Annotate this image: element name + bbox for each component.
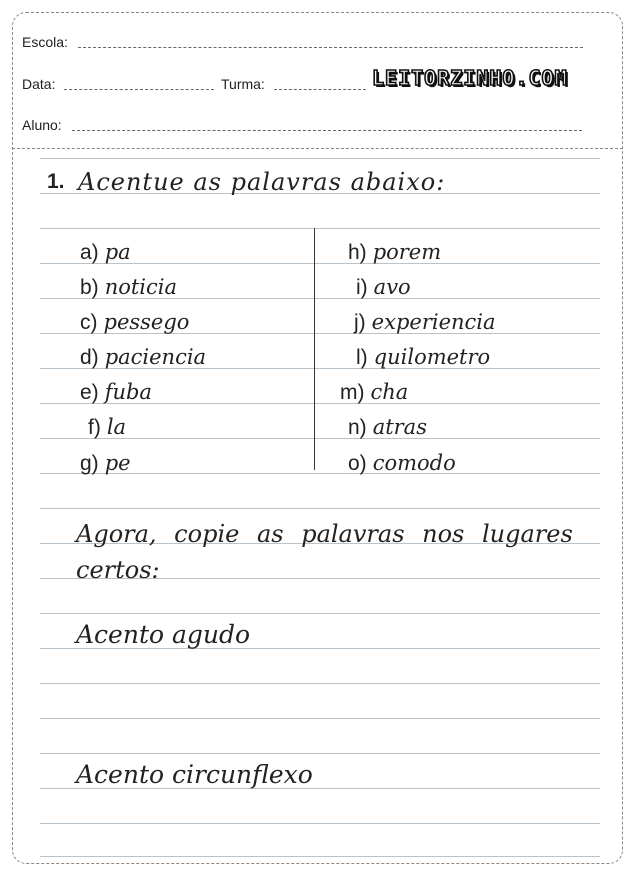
turma-label: Turma:	[221, 76, 265, 92]
heading-acento-circunflexo: Acento circunflexo	[76, 760, 313, 789]
exercise-prompt: Acentue as palavras abaixo:	[78, 168, 446, 196]
list-item: n) atras	[348, 415, 427, 439]
list-item: f) la	[88, 415, 127, 439]
data-field	[64, 89, 214, 90]
list-item: i) avo	[356, 275, 411, 299]
escola-field	[78, 47, 583, 48]
heading-acento-agudo: Acento agudo	[76, 620, 251, 649]
list-item: j) experiencia	[354, 310, 496, 334]
list-item: m) cha	[340, 380, 409, 404]
list-item: c) pessego	[80, 310, 190, 334]
site-logo: LEITORZINHO.COM	[372, 66, 568, 90]
column-divider	[314, 228, 315, 470]
list-item: l) quilometro	[356, 345, 491, 369]
list-item: o) comodo	[348, 451, 456, 475]
list-item: b) noticia	[80, 275, 178, 299]
instruction-text: Agora, copie as palavras nos lugares certos:	[76, 520, 573, 584]
header-separator	[12, 148, 623, 149]
aluno-label: Aluno:	[22, 117, 62, 133]
list-item: h) porem	[348, 240, 442, 264]
turma-field	[274, 89, 366, 90]
escola-label: Escola:	[22, 34, 68, 50]
list-item: d) paciencia	[80, 345, 207, 369]
list-item: e) fuba	[80, 380, 152, 404]
list-item: a) pa	[80, 240, 131, 264]
aluno-field	[72, 130, 582, 131]
list-item: g) pe	[80, 451, 131, 475]
exercise-number: 1.	[47, 170, 65, 193]
data-label: Data:	[22, 76, 56, 92]
